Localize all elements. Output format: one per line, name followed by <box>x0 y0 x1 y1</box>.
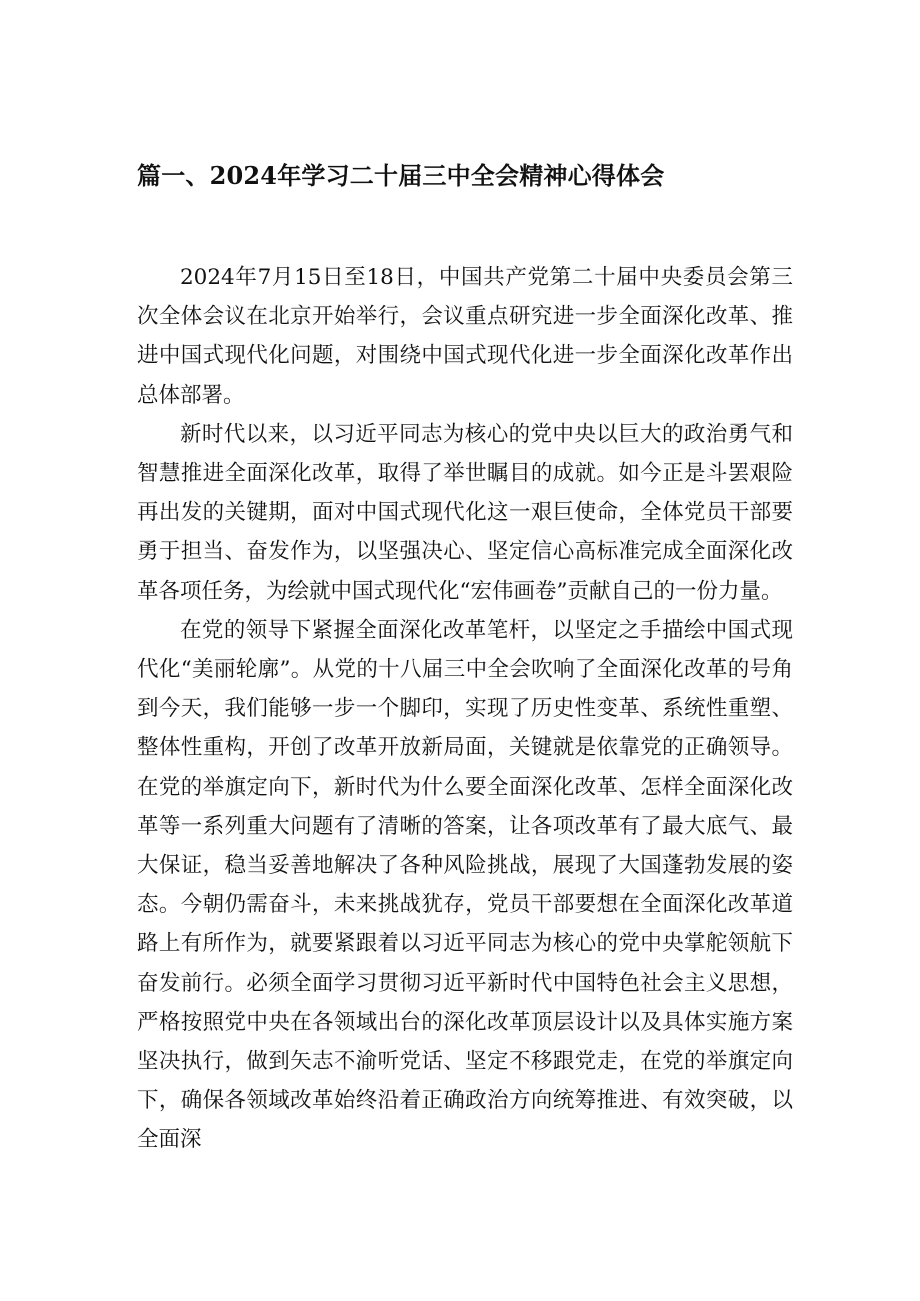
document-body <box>137 258 793 1160</box>
paragraph-1: 2024年7月15日至18日，中国共产党第二十届中央委员会第三次全体会议在北京开始举行，会议重点研究进一步全面深化改革、推进中国式现代化问题，对围绕中国式现代化进一步全面深化改革作出总体部署。 <box>137 265 793 408</box>
paragraph-3: 在党的领导下紧握全面深化改革笔杆，以坚定之手描绘中国式现代化“美丽轮廓”。从党的十八届三中全会吹响了全面深化改革的号角到今天，我们能够一步一个脚印，实现了历史性变革、系统性重塑、整体性重构，开创了改革开放新局面，关键就是依靠党的正确领导。在党的举旗定向下，新时代为什么要全面深化改革、怎样全面深化改革等一系列重大问题有了清晰的答案，让各项改革有了最大底气、最大保证，稳当妥善地解决了各种风险挑战，展现了大国蓬勃发展的姿态。今朝仍需奋斗，未来挑战犹存，党员干部要想在全面深化改革道路上有所作为，就要紧跟着以习近平同志为核心的党中央掌舵领航下奋发前行。必须全面学习贯彻习近平新时代中国特色社会主义思想，严格按照党中央在各领域出台的深化改革顶层设计以及具体实施方案坚决执行，做到矢志不渝听党话、坚定不移跟党走，在党的举旗定向下，确保各领域改革始终沿着正确政治方向统筹推进、有效突破，以全面深 <box>137 617 793 1153</box>
document-title: 篇一、2024年学习二十届三中全会精神心得体会 <box>137 161 665 190</box>
paragraph-2: 新时代以来，以习近平同志为核心的党中央以巨大的政治勇气和智慧推进全面深化改革，取得了举世瞩目的成就。如今正是斗罢艰险再出发的关键期，面对中国式现代化这一艰巨使命，全体党员干部要勇于担当、奋发作为，以坚强决心、坚定信心高标准完成全面深化改革各项任务，为绘就中国式现代化“宏伟画卷”贡献自己的一份力量。 <box>137 421 793 604</box>
